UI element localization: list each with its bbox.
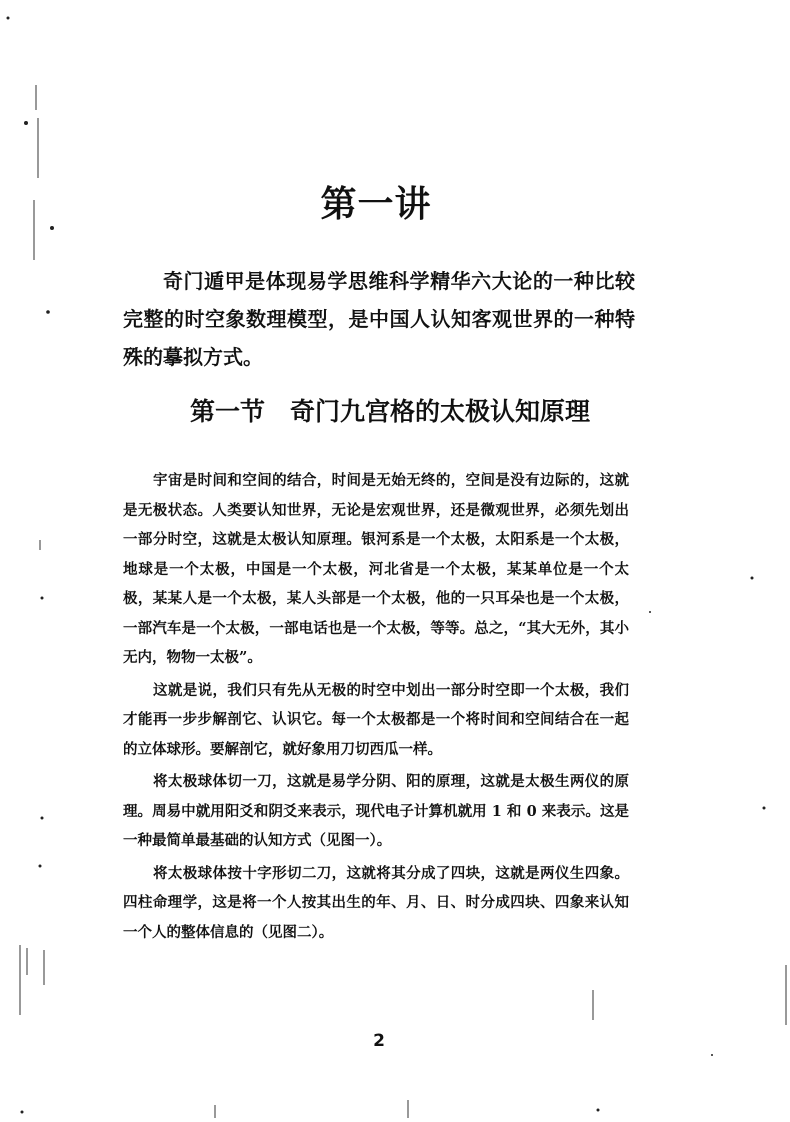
page-number: 2	[373, 1031, 385, 1051]
body-paragraph-2: 这就是说，我们只有先从无极的时空中划出一部分时空即一个太极，我们才能再一步步解剖它、认识它。每一个太极都是一个将时间和空间结合在一起的立体球形。要解剖它，就好象用刀切西瓜一样。	[123, 681, 629, 758]
body-paragraph-4: 将太极球体按十字形切二刀，这就将其分成了四块，这就是两仪生四象。四柱命理学，这是将一个人按其出生的年、月、日、时分成四块、四象来认知一个人的整体信息的（见图二）。	[123, 864, 629, 941]
intro-paragraph: 奇门遁甲是体现易学思维科学精华六大论的一种比较完整的时空象数理模型，是中国人认知客观世界的一种特殊的摹拟方式。	[123, 269, 635, 369]
body-paragraph-1: 宇宙是时间和空间的结合，时间是无始无终的，空间是没有边际的，这就是无极状态。人类要认知世界，无论是宏观世界，还是微观世界，必须先划出一部分时空，这就是太极认知原理。银河系是一个太极，太阳系是一个太极，地球是一个太极，中国是一个太极，河北省是一个太极，某某单位是一个太极，某某人是一个太极，某人头部是一个太极，他的一只耳朵也是一个太极，一部汽车是一个太极，一部电话也是一个太极，等等。总之，“其大无外，其小无内，物物一太极”。	[123, 472, 629, 666]
body-text	[123, 466, 629, 950]
body-paragraph-3: 将太极球体切一刀，这就是易学分阴、阳的原理，这就是太极生两仪的原理。周易中就用阳爻和阴爻来表示，现代电子计算机就用 1 和 0 来表示。这是一种最简单最基础的认知方式（见图一）。	[123, 773, 629, 849]
section-title: 第一节 奇门九宫格的太极认知原理	[189, 397, 590, 426]
chapter-title: 第一讲	[320, 184, 432, 225]
